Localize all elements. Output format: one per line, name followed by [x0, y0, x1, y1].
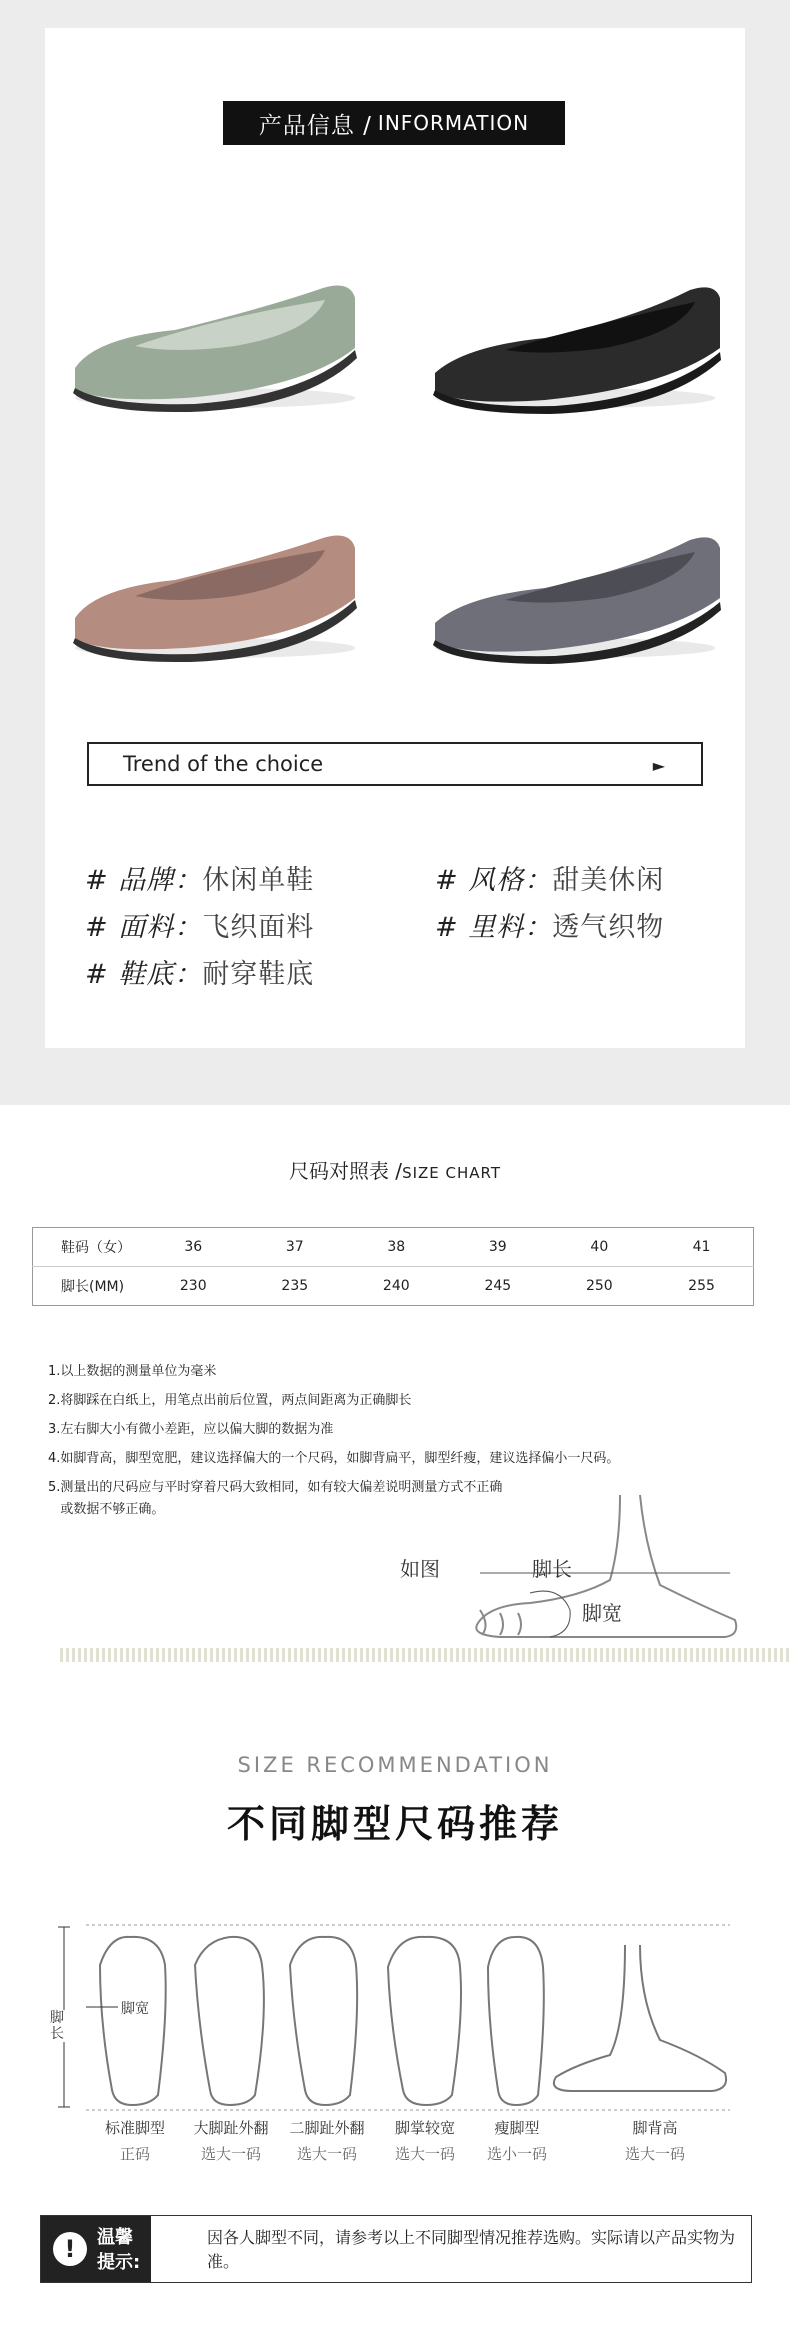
foot-type-high-instep: 脚背高 选大一码 [624, 2119, 685, 2163]
info-title-cn: 产品信息 / [258, 112, 372, 139]
spec-style: # 风格：甜美休闲 [435, 865, 665, 896]
foot-type-slim: 瘦脚型 选小一码 [486, 2119, 547, 2163]
info-title-banner [223, 101, 565, 145]
figure-length-label: 脚长 [532, 1557, 572, 1581]
note-line: 1.以上数据的测量单位为毫米 [48, 1364, 217, 1379]
size-chart-table [32, 1227, 754, 1306]
floor-divider [60, 1648, 790, 1662]
size-section [0, 1105, 790, 2335]
info-title-en: INFORMATION [377, 111, 530, 135]
size-chart-title: 尺码对照表 /SIZE CHART [288, 1159, 502, 1183]
note-line: 3.左右脚大小有微小差距，应以偏大脚的数据为准 [48, 1422, 334, 1437]
tip-text: 因各人脚型不同，请参考以上不同脚型情况推荐选购。实际请以产品实物为准。 [207, 2228, 736, 2271]
warm-tip-box [40, 2215, 752, 2283]
spec-sole: # 鞋底：耐穿鞋底 [85, 959, 315, 990]
row-label: 鞋码（女） [33, 1228, 143, 1267]
arrow-right-icon: ► [652, 756, 665, 775]
recommendation-title-en: SIZE RECOMMENDATION [237, 1753, 553, 1777]
shoe-image-pink [65, 488, 395, 668]
foot-width-label: 脚宽 [118, 1998, 152, 2018]
foot-type-second-toe: 二脚趾外翻 选大一码 [289, 2119, 365, 2163]
table-row: 脚长(MM) 230 235 240 245 250 255 [33, 1267, 754, 1306]
foot-type-standard: 标准脚型 正码 [104, 2119, 165, 2163]
figure-as-shown: 如图 [400, 1557, 440, 1581]
note-line: 或数据不够正确。 [48, 1502, 165, 1517]
note-line: 5.测量出的尺码应与平时穿着尺码大致相同，如有较大偏差说明测量方式不正确 [48, 1480, 503, 1495]
spec-brand: # 品牌：休闲单鞋 [85, 865, 315, 896]
recommendation-title-cn: 不同脚型尺码推荐 [226, 1802, 563, 1846]
note-line: 2.将脚踩在白纸上，用笔点出前后位置，两点间距离为正确脚长 [48, 1393, 412, 1408]
note-line: 4.如脚背高，脚型宽肥，建议选择偏大的一个尺码，如脚背扁平，脚型纤瘦，建议选择偏小一尺码。 [48, 1451, 620, 1466]
spec-fabric: # 面料：飞织面料 [85, 912, 315, 943]
tip-header [41, 2216, 151, 2282]
table-row: 鞋码（女） 36 37 38 39 40 41 [33, 1228, 754, 1267]
foot-measure-illustration [470, 1485, 760, 1655]
figure-width-label: 脚宽 [582, 1601, 622, 1625]
foot-type-bunion: 大脚趾外翻 选大一码 [193, 2119, 269, 2163]
trend-label: Trend of the choice [123, 752, 324, 776]
shoe-image-black [425, 238, 745, 418]
spec-lining: # 里料：透气织物 [435, 912, 665, 943]
exclamation-icon: ! [53, 2232, 87, 2266]
trend-choice-bar [87, 742, 703, 786]
shoe-image-green [65, 238, 395, 418]
shoe-image-gray [425, 488, 745, 668]
row-label: 脚长(MM) [61, 1279, 125, 1295]
foot-length-label: 脚长 [50, 2010, 64, 2042]
product-info-card [45, 28, 745, 1048]
tip-label: 温馨 提示: [97, 2227, 141, 2273]
foot-type-wide: 脚掌较宽 选大一码 [394, 2119, 455, 2163]
